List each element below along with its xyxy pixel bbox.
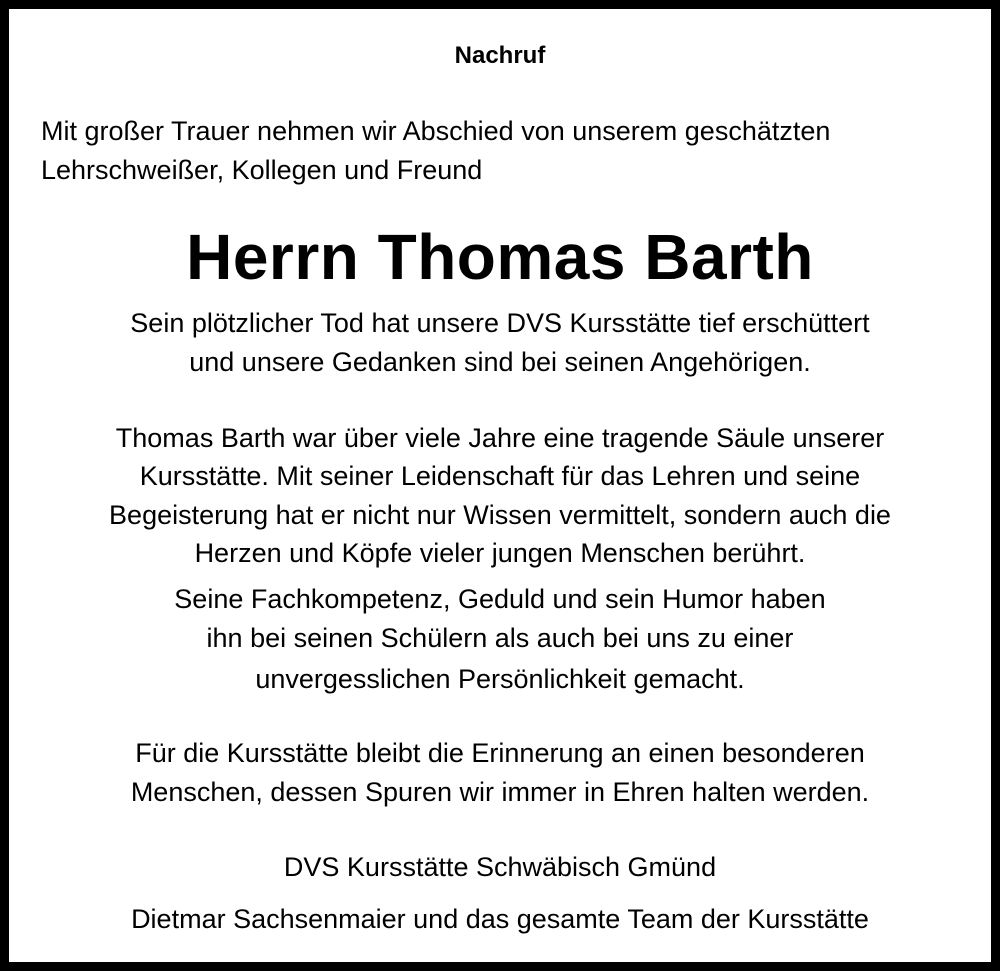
paragraph-line: und unsere Gedanken sind bei seinen Angehörigen.	[189, 347, 811, 377]
paragraph-line: Menschen, dessen Spuren wir immer in Ehren halten werden.	[130, 777, 870, 807]
paragraph-line: Herzen und Köpfe vieler jungen Menschen berührt.	[194, 538, 806, 568]
intro-line: Lehrschweißer, Kollegen und Freund	[41, 155, 483, 185]
paragraph-line: Kursstätte. Mit seiner Leidenschaft für das Lehren und seine	[139, 461, 861, 491]
paragraph-line: Sein plötzlicher Tod hat unsere DVS Kursstätte tief erschüttert	[130, 308, 870, 338]
paragraph-line: ihn bei seinen Schülern als auch bei uns zu einer	[206, 623, 794, 653]
paragraph-line: Seine Fachkompetenz, Geduld und sein Humor haben	[174, 584, 826, 614]
organization-name: DVS Kursstätte Schwäbisch Gmünd	[283, 852, 717, 882]
paragraph-line: Thomas Barth war über viele Jahre eine tragende Säule unserer	[115, 423, 885, 453]
paragraph-line: Begeisterung hat er nicht nur Wissen vermittelt, sondern auch die	[109, 500, 891, 530]
intro-line: Mit großer Trauer nehmen wir Abschied von unserem geschätzten	[41, 116, 831, 146]
deceased-name: Herrn Thomas Barth	[186, 221, 814, 293]
page-title: Nachruf	[454, 42, 546, 69]
paragraph-line: Für die Kursstätte bleibt die Erinnerung an einen besonderen	[135, 738, 865, 768]
signature-line: Dietmar Sachsenmaier und das gesamte Team der Kursstätte	[131, 904, 869, 934]
paragraph-line: unvergesslichen Persönlichkeit gemacht.	[255, 664, 745, 694]
